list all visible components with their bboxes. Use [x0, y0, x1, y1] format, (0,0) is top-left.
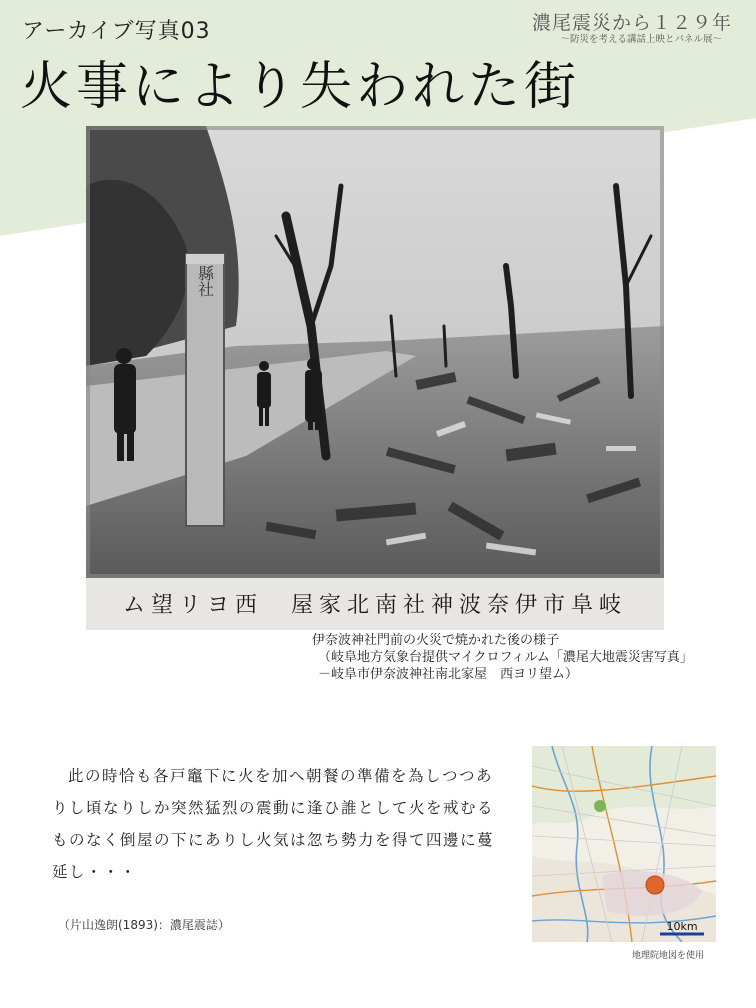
location-map — [532, 746, 716, 942]
series-label: アーカイブ写真03 — [22, 19, 211, 44]
origin-marker — [594, 800, 606, 812]
historical-quote — [52, 760, 508, 888]
map-credit: 地理院地図を使用 — [632, 951, 705, 961]
event-subtitle: ～防災を考える講話上映とパネル展～ — [560, 34, 722, 45]
quote-text: 此の時恰も各戸竈下に火を加へ朝餐の準備を為しつつありし頃なりしか突然猛烈の震動に逢ひ誰として火を戒むるものなく倒屋の下にありし火気は忽ち勢力を得て四邊に蔓延し・・・ — [52, 767, 495, 881]
photo-caption — [312, 632, 693, 683]
scale-label: 10km — [666, 920, 698, 933]
gifu-marker — [646, 876, 664, 894]
event-title: 濃尾震災から１２９年 — [531, 12, 732, 34]
archive-photo — [86, 126, 664, 630]
caption-line-3: －岐阜市伊奈波神社南北家屋 西ヨリ望ム） — [318, 667, 579, 682]
photo-inscription: 岐阜市伊奈波神社南北家屋 西ヨリ望ム — [122, 593, 627, 618]
photo-scene — [86, 126, 664, 578]
page-title: 火事により失われた街 — [20, 57, 581, 117]
caption-line-1: 伊奈波神社門前の火災で焼かれた後の様子 — [312, 633, 560, 648]
caption-line-2: （岐阜地方気象台提供マイクロフィルム「濃尾大地震災害写真」 — [318, 650, 693, 665]
map-graphic — [532, 746, 716, 942]
pillar-inscription: 縣社 — [195, 265, 215, 297]
quote-source: （片山逸朗(1893)：濃尾震誌） — [58, 918, 230, 932]
